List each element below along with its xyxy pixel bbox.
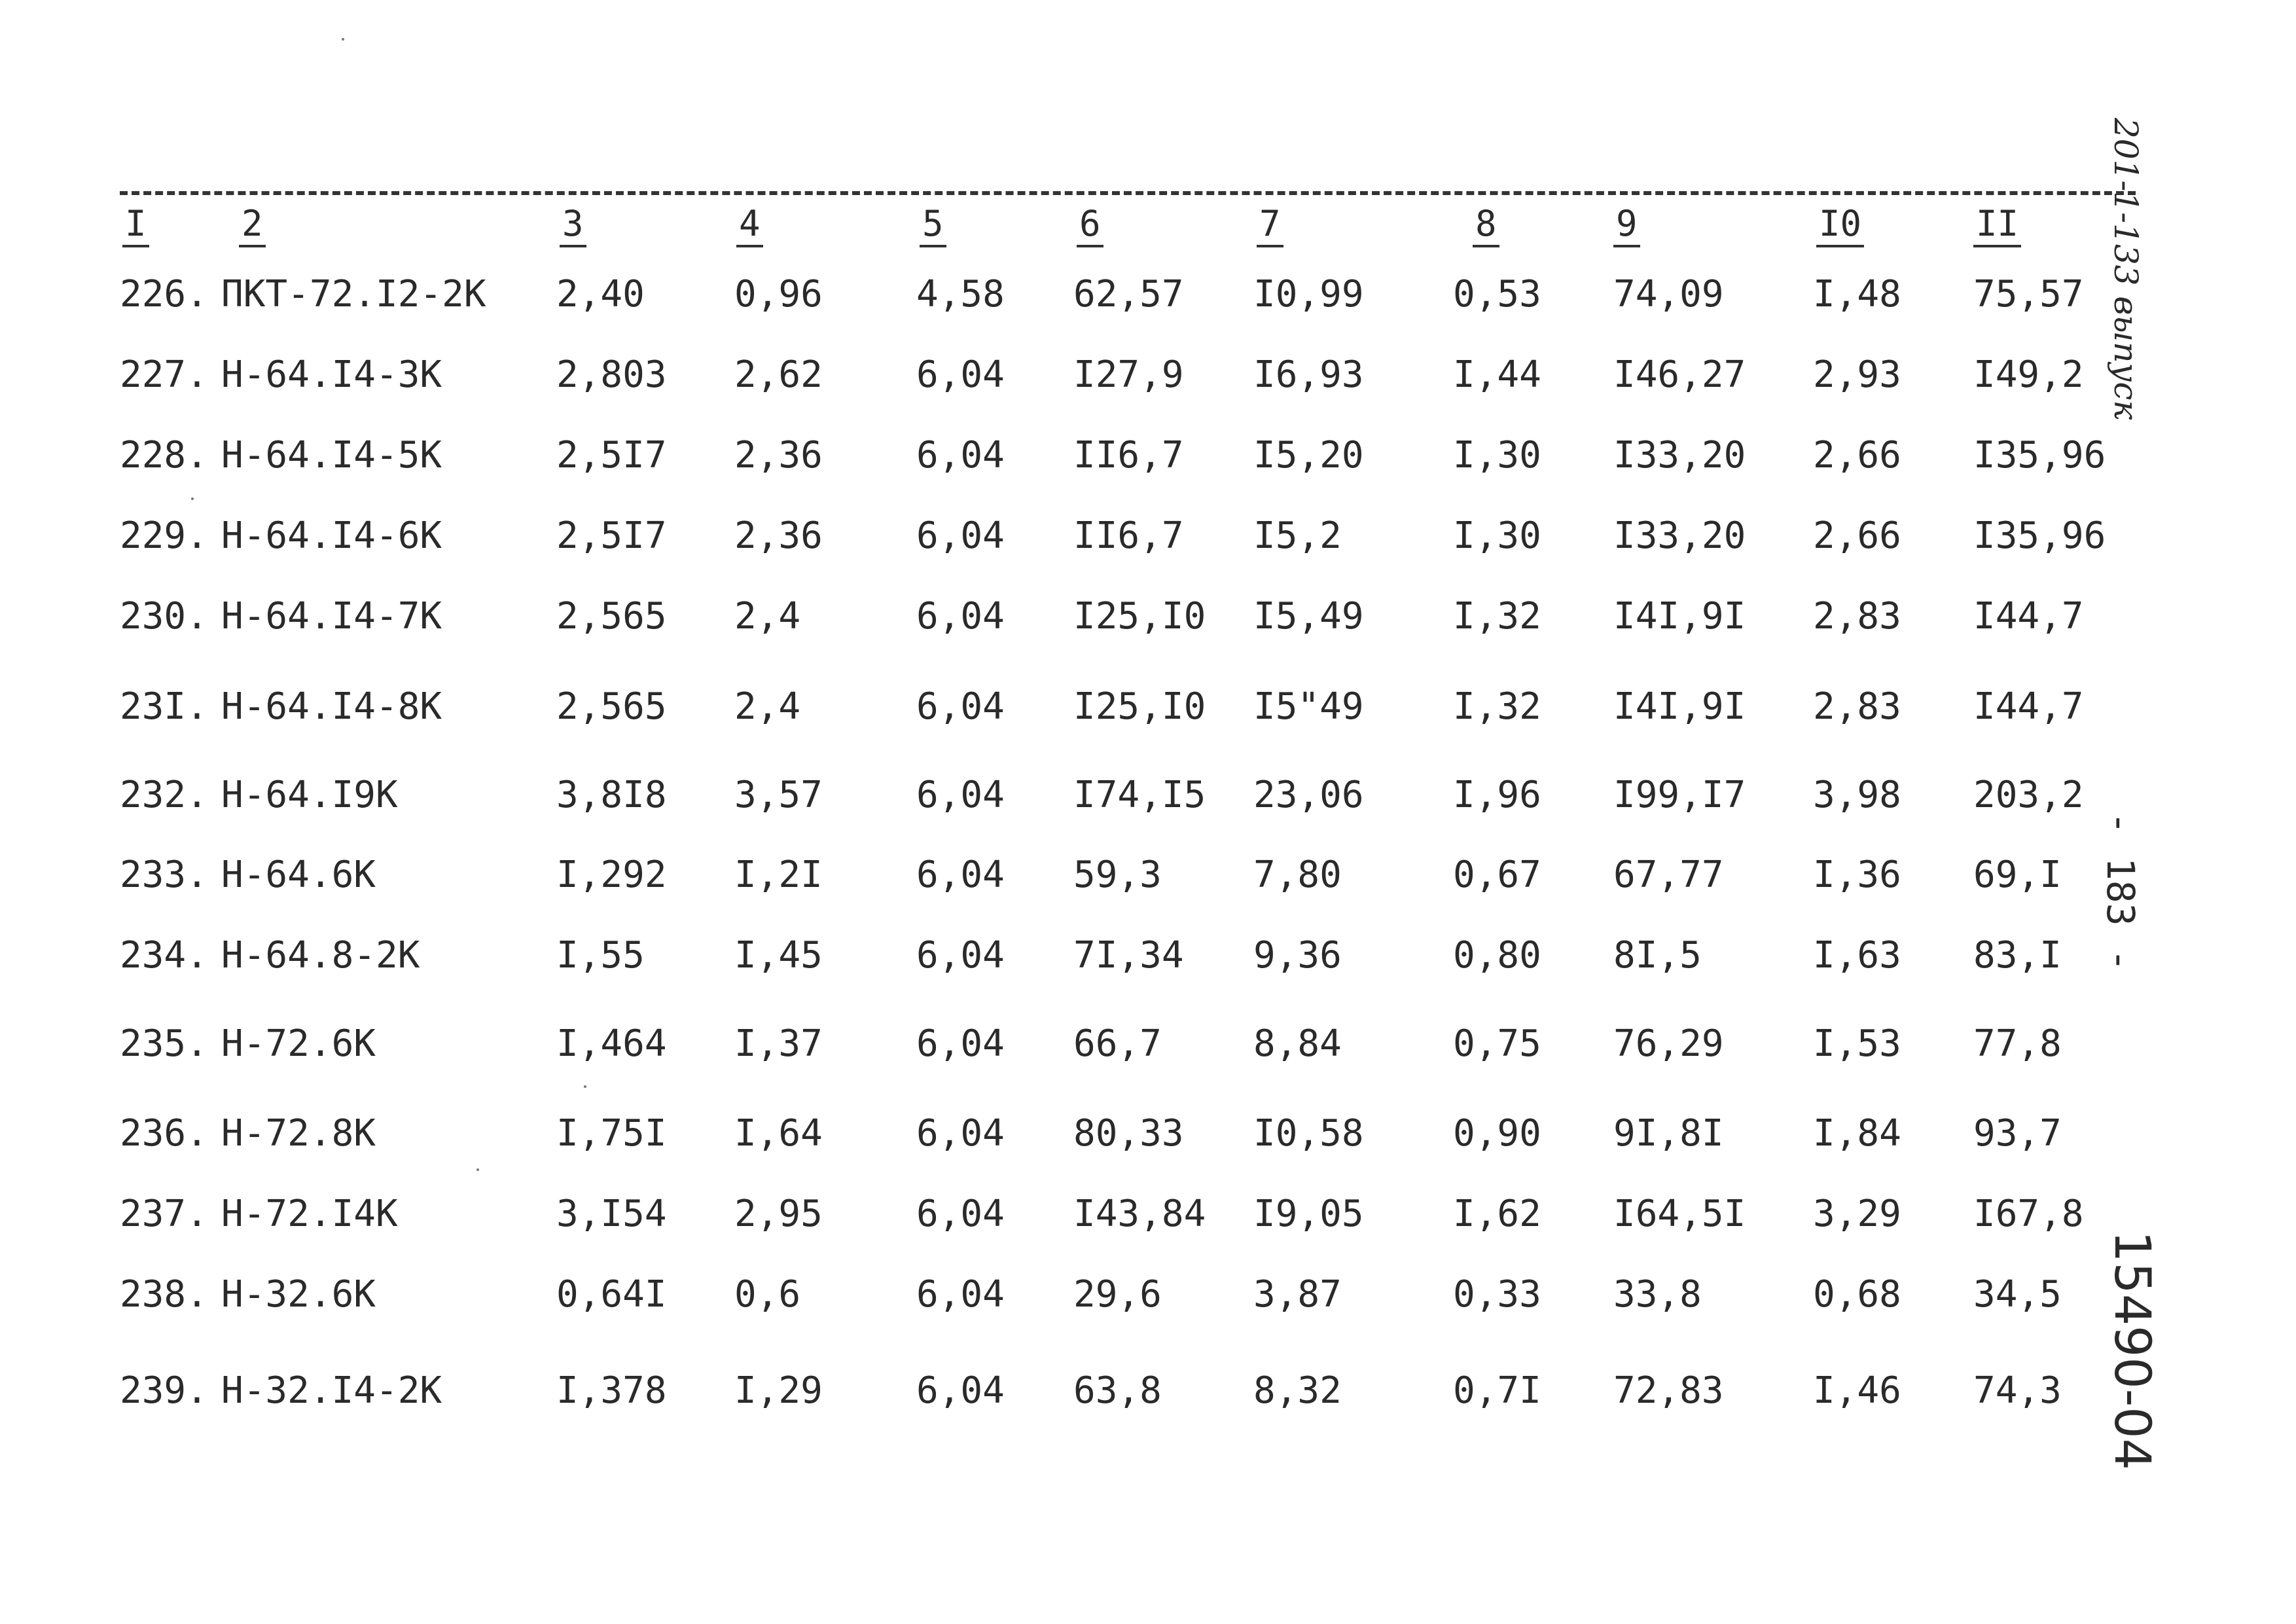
cell-col-11: I35,96 [1973, 434, 2106, 477]
cell-col-8: I,30 [1453, 434, 1541, 477]
cell-col-9: 74,09 [1613, 273, 1724, 316]
cell-col-7: I5,2 [1253, 514, 1342, 557]
cell-item-code: Н-64.8-2К [221, 934, 420, 977]
cell-col-3: 2,5I7 [556, 514, 667, 557]
column-header-7: 7 [1257, 203, 1283, 247]
cell-col-8: 0,67 [1453, 854, 1541, 896]
cell-col-5: 6,04 [916, 595, 1005, 638]
cell-col-7: 7,80 [1253, 854, 1342, 896]
cell-col-5: 6,04 [916, 353, 1005, 396]
table-row [0, 426, 2296, 485]
cell-col-8: 0,33 [1453, 1273, 1541, 1316]
column-header-5: 5 [920, 203, 946, 247]
cell-col-10: 0,68 [1813, 1273, 1901, 1316]
cell-col-3: I,75I [556, 1112, 667, 1155]
cell-col-4: 2,4 [734, 685, 801, 728]
cell-col-11: 83,I [1973, 934, 2062, 977]
cell-col-6: 63,8 [1073, 1369, 1162, 1412]
cell-col-9: 76,29 [1613, 1022, 1724, 1065]
cell-row-number: 227. [120, 353, 208, 396]
cell-col-5: 6,04 [916, 1193, 1005, 1235]
cell-col-4: I,37 [734, 1022, 823, 1065]
cell-col-5: 6,04 [916, 1369, 1005, 1412]
cell-col-7: I6,93 [1253, 353, 1364, 396]
column-header-1: I [122, 203, 149, 247]
cell-col-8: 0,80 [1453, 934, 1541, 977]
table-row [0, 1185, 2296, 1244]
cell-row-number: 239. [120, 1369, 208, 1412]
column-header-3: 3 [560, 203, 586, 247]
cell-col-8: 0,53 [1453, 273, 1541, 316]
cell-col-8: I,32 [1453, 595, 1541, 638]
cell-col-10: 3,29 [1813, 1193, 1901, 1235]
cell-col-5: 6,04 [916, 434, 1005, 477]
document-code: 15490-04 [2104, 1231, 2162, 1470]
cell-col-4: 2,4 [734, 595, 801, 638]
cell-col-11: 69,I [1973, 854, 2062, 896]
cell-col-4: I,2I [734, 854, 823, 896]
cell-col-5: 6,04 [916, 1112, 1005, 1155]
cell-col-5: 6,04 [916, 854, 1005, 896]
cell-col-9: 9I,8I [1613, 1112, 1724, 1155]
table-row [0, 926, 2296, 985]
cell-col-6: I43,84 [1073, 1193, 1206, 1235]
cell-item-code: Н-32.I4-2К [221, 1369, 442, 1412]
column-header-4: 4 [736, 203, 763, 247]
cell-col-10: I,48 [1813, 273, 1901, 316]
cell-col-8: 0,7I [1453, 1369, 1541, 1412]
cell-col-4: I,64 [734, 1112, 823, 1155]
cell-col-3: 3,8I8 [556, 774, 667, 816]
cell-col-9: I33,20 [1613, 434, 1746, 477]
cell-col-6: I74,I5 [1073, 774, 1206, 816]
cell-col-10: 2,66 [1813, 434, 1901, 477]
cell-col-11: 93,7 [1973, 1112, 2062, 1155]
cell-col-4: I,45 [734, 934, 823, 977]
table-row [0, 346, 2296, 405]
cell-col-7: I5,49 [1253, 595, 1364, 638]
cell-col-7: I5,20 [1253, 434, 1364, 477]
cell-item-code: Н-32.6К [221, 1273, 376, 1316]
cell-col-10: I,53 [1813, 1022, 1901, 1065]
cell-col-7: I0,58 [1253, 1112, 1364, 1155]
cell-col-6: II6,7 [1073, 514, 1184, 557]
cell-col-10: 2,93 [1813, 353, 1901, 396]
table-row [0, 677, 2296, 736]
cell-col-9: I99,I7 [1613, 774, 1746, 816]
cell-item-code: Н-72.6К [221, 1022, 376, 1065]
cell-col-11: 74,3 [1973, 1369, 2062, 1412]
cell-col-6: 7I,34 [1073, 934, 1184, 977]
cell-col-9: I4I,9I [1613, 595, 1746, 638]
table-row [0, 1104, 2296, 1163]
cell-col-6: 59,3 [1073, 854, 1162, 896]
cell-col-5: 6,04 [916, 1022, 1005, 1065]
cell-col-3: 3,I54 [556, 1193, 667, 1235]
cell-col-5: 4,58 [916, 273, 1005, 316]
cell-col-10: I,84 [1813, 1112, 1901, 1155]
cell-col-7: I9,05 [1253, 1193, 1364, 1235]
cell-row-number: 226. [120, 273, 208, 316]
cell-col-3: I,55 [556, 934, 645, 977]
cell-col-9: 8I,5 [1613, 934, 1702, 977]
cell-row-number: 232. [120, 774, 208, 816]
cell-col-10: I,63 [1813, 934, 1901, 977]
cell-col-3: 2,803 [556, 353, 667, 396]
cell-col-9: I33,20 [1613, 514, 1746, 557]
cell-col-9: 67,77 [1613, 854, 1724, 896]
cell-col-7: 8,32 [1253, 1369, 1342, 1412]
table-top-rule [120, 191, 2136, 195]
cell-item-code: ПКТ-72.I2-2К [221, 273, 486, 316]
cell-col-6: 62,57 [1073, 273, 1184, 316]
cell-row-number: 234. [120, 934, 208, 977]
cell-col-9: I46,27 [1613, 353, 1746, 396]
scan-speck [191, 497, 194, 500]
cell-col-5: 6,04 [916, 1273, 1005, 1316]
cell-col-6: II6,7 [1073, 434, 1184, 477]
cell-col-7: 23,06 [1253, 774, 1364, 816]
cell-row-number: 23I. [120, 685, 208, 728]
cell-col-3: 2,565 [556, 595, 667, 638]
cell-col-4: 2,36 [734, 434, 823, 477]
cell-col-3: 2,565 [556, 685, 667, 728]
cell-col-7: I5"49 [1253, 685, 1364, 728]
cell-item-code: Н-64.I4-7К [221, 595, 442, 638]
cell-col-10: 3,98 [1813, 774, 1901, 816]
cell-col-9: 33,8 [1613, 1273, 1702, 1316]
cell-col-6: 66,7 [1073, 1022, 1162, 1065]
cell-item-code: Н-64.I4-3К [221, 353, 442, 396]
cell-row-number: 238. [120, 1273, 208, 1316]
page-number: - 183 - [2098, 812, 2143, 972]
cell-col-3: 2,40 [556, 273, 645, 316]
cell-col-5: 6,04 [916, 685, 1005, 728]
column-header-2: 2 [239, 203, 266, 247]
cell-col-4: I,29 [734, 1369, 823, 1412]
cell-row-number: 236. [120, 1112, 208, 1155]
cell-col-10: I,46 [1813, 1369, 1901, 1412]
cell-col-7: 8,84 [1253, 1022, 1342, 1065]
cell-col-8: I,96 [1453, 774, 1541, 816]
cell-col-11: 75,57 [1973, 273, 2084, 316]
cell-item-code: Н-64.6К [221, 854, 376, 896]
table-row [0, 1265, 2296, 1324]
cell-col-11: 77,8 [1973, 1022, 2062, 1065]
cell-col-3: 0,64I [556, 1273, 667, 1316]
cell-col-10: 2,83 [1813, 685, 1901, 728]
column-header-9: 9 [1613, 203, 1640, 247]
cell-col-11: I67,8 [1973, 1193, 2084, 1235]
cell-item-code: Н-72.I4К [221, 1193, 398, 1235]
scan-speck [584, 1085, 586, 1088]
cell-col-5: 6,04 [916, 774, 1005, 816]
cell-col-8: 0,75 [1453, 1022, 1541, 1065]
column-header-8: 8 [1473, 203, 1499, 247]
cell-col-5: 6,04 [916, 934, 1005, 977]
table-row [0, 846, 2296, 905]
scan-speck [476, 1168, 479, 1171]
cell-col-11: 34,5 [1973, 1273, 2062, 1316]
cell-col-5: 6,04 [916, 514, 1005, 557]
cell-col-6: 80,33 [1073, 1112, 1184, 1155]
cell-col-9: I4I,9I [1613, 685, 1746, 728]
cell-col-4: 0,96 [734, 273, 823, 316]
cell-col-3: I,378 [556, 1369, 667, 1412]
cell-col-7: 3,87 [1253, 1273, 1342, 1316]
cell-col-6: I27,9 [1073, 353, 1184, 396]
cell-col-6: 29,6 [1073, 1273, 1162, 1316]
cell-item-code: Н-72.8К [221, 1112, 376, 1155]
cell-item-code: Н-64.I4-8К [221, 685, 442, 728]
cell-col-3: I,292 [556, 854, 667, 896]
cell-col-7: 9,36 [1253, 934, 1342, 977]
cell-col-4: 2,36 [734, 514, 823, 557]
column-header-6: 6 [1077, 203, 1103, 247]
cell-col-4: 3,57 [734, 774, 823, 816]
cell-item-code: Н-64.I9К [221, 774, 398, 816]
cell-row-number: 235. [120, 1022, 208, 1065]
cell-col-8: I,32 [1453, 685, 1541, 728]
cell-col-10: 2,83 [1813, 595, 1901, 638]
cell-col-10: I,36 [1813, 854, 1901, 896]
table-row [0, 507, 2296, 566]
table-row [0, 766, 2296, 825]
cell-row-number: 228. [120, 434, 208, 477]
cell-col-11: 203,2 [1973, 774, 2084, 816]
cell-col-3: 2,5I7 [556, 434, 667, 477]
cell-col-10: 2,66 [1813, 514, 1901, 557]
cell-col-11: I35,96 [1973, 514, 2106, 557]
cell-item-code: Н-64.I4-5К [221, 434, 442, 477]
cell-col-8: I,44 [1453, 353, 1541, 396]
cell-col-8: I,30 [1453, 514, 1541, 557]
table-row [0, 1362, 2296, 1420]
cell-col-8: I,62 [1453, 1193, 1541, 1235]
cell-col-9: 72,83 [1613, 1369, 1724, 1412]
cell-col-11: I49,2 [1973, 353, 2084, 396]
side-note-series: 201-1-133 выпуск [2107, 118, 2145, 420]
table-row [0, 1015, 2296, 1074]
cell-row-number: 230. [120, 595, 208, 638]
cell-col-4: 2,62 [734, 353, 823, 396]
cell-row-number: 229. [120, 514, 208, 557]
cell-item-code: Н-64.I4-6К [221, 514, 442, 557]
column-header-11: II [1973, 203, 2021, 247]
cell-row-number: 233. [120, 854, 208, 896]
cell-col-4: 0,6 [734, 1273, 801, 1316]
cell-col-6: I25,I0 [1073, 685, 1206, 728]
table-row [0, 265, 2296, 324]
scan-speck [342, 38, 344, 41]
cell-col-3: I,464 [556, 1022, 667, 1065]
cell-col-7: I0,99 [1253, 273, 1364, 316]
cell-col-11: I44,7 [1973, 595, 2084, 638]
cell-col-9: I64,5I [1613, 1193, 1746, 1235]
column-header-10: I0 [1816, 203, 1864, 247]
table-row [0, 587, 2296, 646]
cell-row-number: 237. [120, 1193, 208, 1235]
cell-col-8: 0,90 [1453, 1112, 1541, 1155]
cell-col-11: I44,7 [1973, 685, 2084, 728]
cell-col-4: 2,95 [734, 1193, 823, 1235]
cell-col-6: I25,I0 [1073, 595, 1206, 638]
